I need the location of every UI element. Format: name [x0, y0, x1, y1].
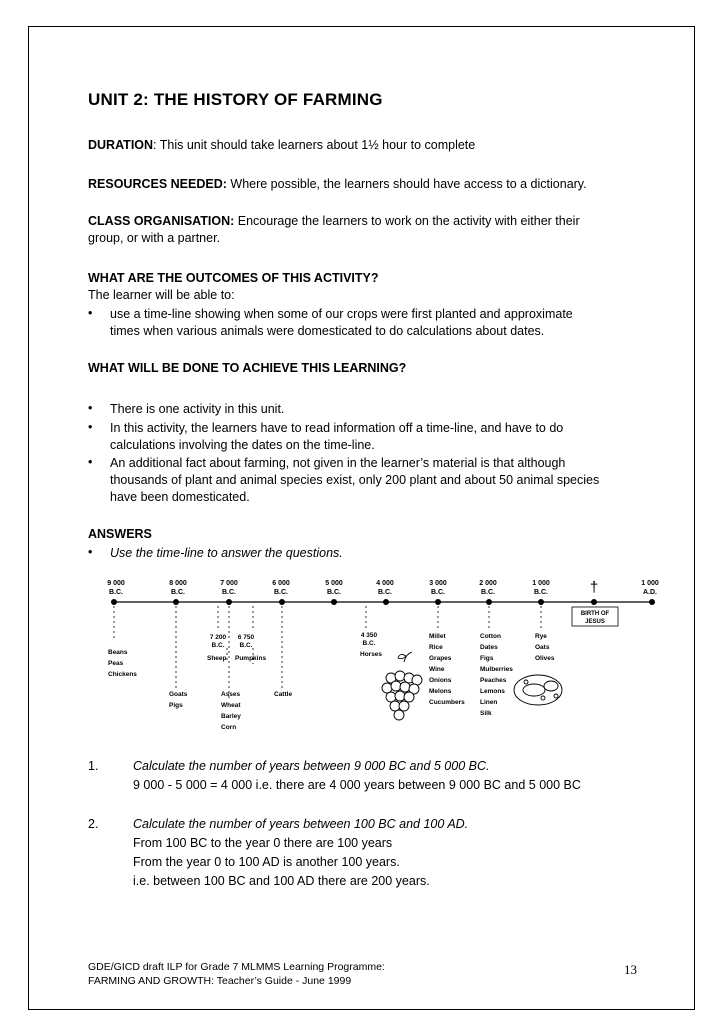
bullet: •	[88, 420, 93, 434]
crop-label: Corn	[221, 724, 237, 731]
q1-number: 1.	[88, 759, 99, 773]
crop-label: Chickens	[108, 671, 137, 678]
cross-icon: †	[589, 579, 599, 596]
timeline-marker	[435, 599, 441, 605]
animal-label: Goats	[169, 691, 188, 698]
sub-date: B.C.	[362, 640, 376, 647]
crop-label: Rye	[535, 633, 547, 640]
bullet: •	[88, 455, 93, 469]
timeline-marker	[331, 599, 337, 605]
achieve-line: An additional fact about farming, not given in the learner’s material is that although	[110, 456, 566, 470]
answers-instruction	[110, 545, 650, 562]
timeline-marker	[538, 599, 544, 605]
crop-label: Peas	[108, 660, 124, 667]
duration-paragraph	[88, 137, 648, 154]
crop-label: Wine	[429, 666, 445, 673]
outcome-bullet-text	[110, 306, 650, 340]
footer-text	[88, 960, 385, 988]
bullet: •	[88, 401, 93, 415]
crop-label: Barley	[221, 713, 241, 720]
achieve-line: calculations involving the dates on the time-line.	[110, 438, 375, 452]
date-year: 5 000	[325, 580, 343, 587]
crop-label: Asses	[221, 691, 241, 698]
achieve-line: In this activity, the learners have to read information off a time-line, and have to do	[110, 421, 564, 435]
date-year: 4 000	[376, 580, 394, 587]
crop-label: Grapes	[429, 655, 452, 662]
crop-label: Figs	[480, 655, 494, 662]
date-era: B.C.	[109, 589, 123, 596]
resources-text: Where possible, the learners should have access to a dictionary.	[226, 177, 587, 191]
resources-label: RESOURCES NEEDED:	[88, 177, 227, 191]
date-era: B.C.	[222, 589, 236, 596]
date-year: 1 000	[532, 580, 550, 587]
achieve-bullet-2	[110, 420, 650, 454]
answers-heading: ANSWERS	[88, 527, 152, 541]
organisation-text-2: group, or with a partner.	[88, 231, 221, 245]
crop-label: Wheat	[221, 702, 241, 709]
footer-line: GDE/GICD draft ILP for Grade 7 MLMMS Learning Programme:	[88, 961, 385, 973]
bullet: •	[88, 306, 93, 320]
organisation-text: Encourage the learners to work on the activity with either their	[234, 214, 580, 228]
sub-date: 7 200	[209, 634, 227, 641]
timeline-marker	[279, 599, 285, 605]
crop-label: Pumpkins	[235, 655, 267, 662]
timeline-marker	[486, 599, 492, 605]
animal-label: Horses	[360, 651, 383, 658]
sub-date: 4 350	[360, 632, 378, 639]
resources-paragraph	[88, 176, 648, 193]
achieve-heading: WHAT WILL BE DONE TO ACHIEVE THIS LEARNING?	[88, 361, 407, 375]
farming-timeline	[88, 570, 708, 745]
crop-label: Olives	[535, 655, 555, 662]
q2-answer-line: From 100 BC to the year 0 there are 100 years	[133, 836, 393, 850]
crop-label: Mulberries	[480, 666, 513, 673]
date-year: 7 000	[220, 580, 238, 587]
q2-question-text: Calculate the number of years between 100 BC and 100 AD.	[133, 817, 469, 831]
crop-label: Peaches	[480, 677, 507, 684]
organisation-label: CLASS ORGANISATION:	[88, 214, 235, 228]
date-era: B.C.	[431, 589, 445, 596]
sub-date: B.C.	[211, 642, 225, 649]
birth-label: BIRTH OF	[580, 611, 610, 617]
crop-label: Rice	[429, 644, 443, 651]
grapes-icon	[382, 652, 422, 720]
organisation-paragraph	[88, 213, 648, 247]
date-era: A.D.	[643, 589, 657, 596]
crop-label: Beans	[108, 649, 128, 656]
outcomes-heading: WHAT ARE THE OUTCOMES OF THIS ACTIVITY?	[88, 271, 379, 285]
birth-label: JESUS	[585, 619, 605, 625]
footer-line: FARMING AND GROWTH: Teacher’s Guide - June 1999	[88, 975, 352, 987]
achieve-bullet-1: There is one activity in this unit.	[110, 402, 285, 416]
sub-date: B.C.	[239, 642, 253, 649]
timeline-marker	[383, 599, 389, 605]
bullet: •	[88, 545, 93, 559]
crop-label: Millet	[429, 633, 446, 640]
date-era: B.C.	[534, 589, 548, 596]
timeline-marker	[226, 599, 232, 605]
date-era: B.C.	[378, 589, 392, 596]
animal-label: Sheep	[207, 655, 227, 662]
crop-label: Onions	[429, 677, 452, 684]
crop-label: Oats	[535, 644, 550, 651]
achieve-line: have been domesticated.	[110, 490, 250, 504]
timeline-marker	[111, 599, 117, 605]
date-era: B.C.	[327, 589, 341, 596]
date-era: B.C.	[274, 589, 288, 596]
crop-label: Silk	[480, 710, 492, 717]
date-year: 8 000	[169, 580, 187, 587]
outcome-line: use a time-line showing when some of our crops were first planted and approximate	[110, 307, 573, 321]
timeline-marker	[649, 599, 655, 605]
timeline-marker	[173, 599, 179, 605]
date-year: 3 000	[429, 580, 447, 587]
q1-answer: 9 000 - 5 000 = 4 000 i.e. there are 4 000 years between 9 000 BC and 5 000 BC	[133, 778, 581, 792]
date-year: 9 000	[107, 580, 125, 587]
date-year: 2 000	[479, 580, 497, 587]
q1-question-text: Calculate the number of years between 9 000 BC and 5 000 BC.	[133, 759, 490, 773]
q2-answer-line: i.e. between 100 BC and 100 AD there are 200 years.	[133, 874, 430, 888]
crop-label: Dates	[480, 644, 498, 651]
crop-label: Cotton	[480, 633, 501, 640]
unit-title: UNIT 2: THE HISTORY OF FARMING	[88, 90, 383, 109]
q2-question	[133, 817, 468, 831]
date-year: 6 000	[272, 580, 290, 587]
outcome-line: times when various animals were domesticated to do calculations about dates.	[110, 324, 545, 338]
date-era: B.C.	[171, 589, 185, 596]
timeline-marker	[591, 599, 597, 605]
date-era: B.C.	[481, 589, 495, 596]
q2-answer-line: From the year 0 to 100 AD is another 100 years.	[133, 855, 400, 869]
achieve-line: thousands of plant and animal species exist, only 200 plant and about 50 animal species	[110, 473, 600, 487]
animal-label: Cattle	[274, 691, 293, 698]
q1-question	[133, 759, 489, 773]
sub-date: 6 750	[237, 634, 255, 641]
outcomes-intro: The learner will be able to:	[88, 288, 235, 302]
q2-number: 2.	[88, 817, 99, 831]
duration-label: DURATION	[88, 138, 154, 152]
achieve-bullet-3	[110, 455, 650, 506]
crop-label: Cucumbers	[429, 699, 465, 706]
bread-icon	[514, 675, 562, 705]
animal-label: Pigs	[169, 702, 183, 709]
date-year: 1 000	[641, 580, 659, 587]
crop-label: Melons	[429, 688, 452, 695]
instruction-text: Use the time-line to answer the questions.	[110, 546, 343, 560]
crop-label: Lemons	[480, 688, 505, 695]
duration-text: : This unit should take learners about 1½ hour to complete	[153, 138, 476, 152]
page-number: 13	[624, 962, 637, 977]
crop-label: Linen	[480, 699, 498, 706]
